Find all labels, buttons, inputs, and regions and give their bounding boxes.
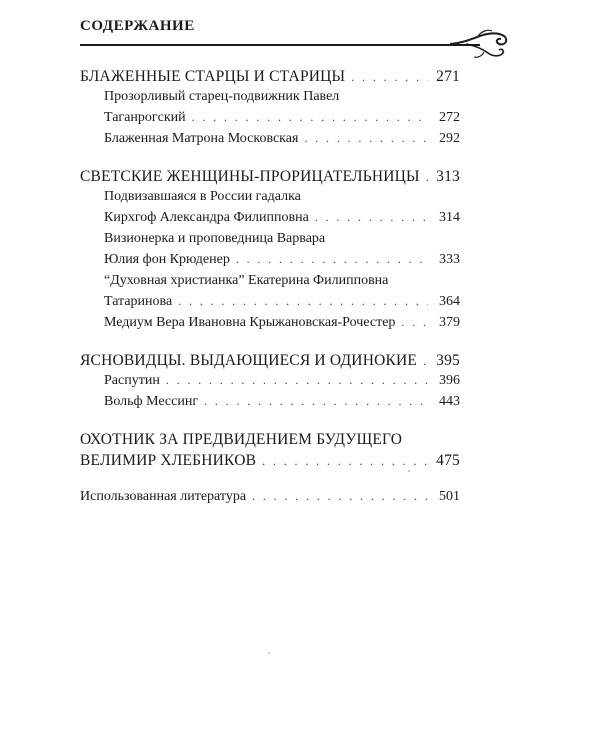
header-rule: [80, 44, 480, 46]
toc-entry: Распутин . . . 396: [80, 373, 460, 394]
toc-entry: Вольф Мессинг . . . 443: [80, 394, 460, 415]
toc-group: [80, 168, 460, 336]
toc-entry: Использованная литература . . . 501: [80, 489, 460, 510]
scan-speck: [408, 470, 410, 472]
page-number: 313: [436, 168, 460, 185]
toc-entry: Татаринова . . . 364: [80, 294, 460, 315]
leader-dots: [304, 131, 428, 146]
page-number: 292: [439, 131, 460, 146]
leader-dots: [236, 252, 428, 267]
table-of-contents: [80, 68, 460, 526]
toc-entry: Блаженная Матрона Московская . . . 292: [80, 131, 460, 152]
leader-dots: [315, 210, 428, 225]
toc-section: ОХОТНИК ЗА ПРЕДВИДЕНИЕМ БУДУЩЕГО: [80, 431, 403, 448]
leader-dots: [192, 110, 428, 125]
page-number: 333: [439, 252, 460, 267]
toc-entry: Медиум Вера Ивановна Крыжановская-Рочестер . . . 379: [80, 315, 460, 336]
toc-section: СВЕТСКИЕ ЖЕНЩИНЫ-ПРОРИЦАТЕЛЬНИЦЫ . . . 313: [80, 168, 460, 189]
toc-group: [80, 352, 460, 415]
toc-entry: Кирхгоф Александра Филипповна . . . 314: [80, 210, 460, 231]
leader-dots: [252, 489, 428, 504]
leader-dots: [204, 394, 428, 409]
toc-group: [80, 431, 460, 473]
toc-group: [80, 68, 460, 152]
page-number: 364: [439, 294, 460, 309]
page-number: 379: [439, 315, 460, 330]
leader-dots: [423, 354, 428, 369]
leader-dots: [178, 294, 428, 309]
toc-group: [80, 489, 460, 510]
page-number: 271: [436, 68, 460, 85]
leader-dots: [426, 170, 428, 185]
toc-section: БЛАЖЕННЫЕ СТАРЦЫ И СТАРИЦЫ . . . 271: [80, 68, 460, 89]
scan-speck: [268, 652, 270, 654]
toc-section: ВЕЛИМИР ХЛЕБНИКОВ . . . 475: [80, 452, 460, 473]
leader-dots: [262, 454, 428, 469]
toc-entry: Прозорливый старец-подвижник Павел: [104, 89, 340, 104]
toc-entry: Визионерка и проповедница Варвара: [104, 231, 326, 246]
page-number: 475: [436, 452, 460, 469]
page-number: 396: [439, 373, 460, 388]
ornament-icon: [448, 27, 512, 61]
toc-entry: Таганрогский . . . 272: [80, 110, 460, 131]
page-title: СОДЕРЖАНИЕ: [80, 18, 195, 34]
toc-entry: Юлия фон Крюденер . . . 333: [80, 252, 460, 273]
leader-dots: [351, 70, 428, 85]
page-number: 272: [439, 110, 460, 125]
leader-dots: [166, 373, 428, 388]
page-number: 501: [439, 489, 460, 504]
page-number: 443: [439, 394, 460, 409]
toc-entry: Подвизавшаяся в России гадалка: [104, 189, 301, 204]
toc-entry: “Духовная христианка” Екатерина Филипповна: [104, 273, 389, 288]
page-number: 395: [436, 352, 460, 369]
page-number: 314: [439, 210, 460, 225]
leader-dots: [401, 315, 428, 330]
toc-section: ЯСНОВИДЦЫ. ВЫДАЮЩИЕСЯ И ОДИНОКИЕ . . . 395: [80, 352, 460, 373]
